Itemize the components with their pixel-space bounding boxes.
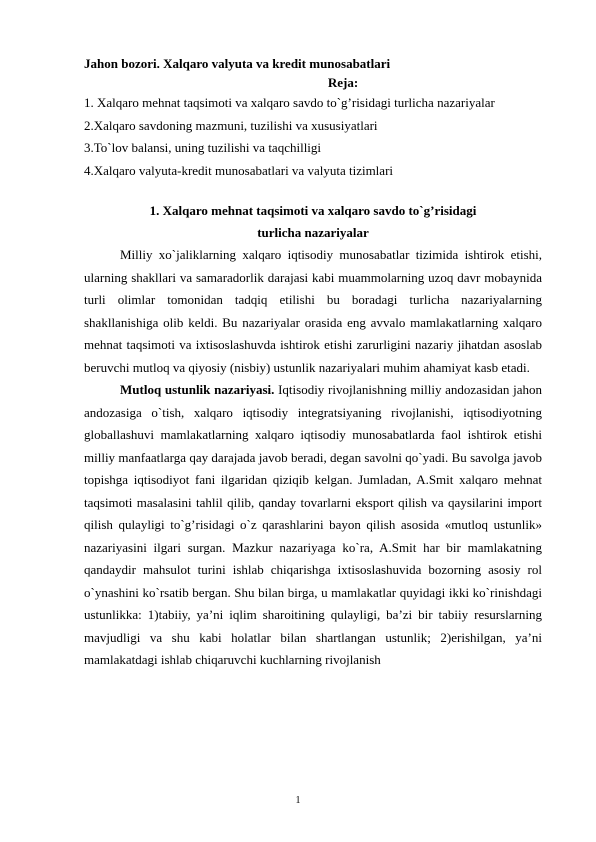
paragraph-2 bbox=[84, 379, 542, 672]
plan-item-1: 1. Xalqaro mehnat taqsimoti va xalqaro savdo to`g’risidagi turlicha nazariyalar bbox=[84, 95, 495, 110]
section-heading bbox=[84, 200, 542, 244]
paragraph-2-text: Iqtisodiy rivojlanishning milliy andozasidan jahon andozasiga o`tish, xalqaro iqtisodiy integratsiyaning rivojlanishi, iqtisodiyotning globallashuvi mamlakatlarning xalqaro iqtisodiy munosabatlarda faol ishtirok etishi milliy manfaatlarga qay darajada javob beradi, degan savolni qo`yadi. Bu savolga javob topishga iqtisodiyot fani ilgaridan qiziqib kelgan. Jumladan, A.Smit xalqaro mehnat taqsimoti masalasini tahlil qilib, qanday tovarlarni eksport qilish va qaysilarini import qilish qulayligi to`g’risidagi o`z qarashlarini bayon qilish asosida «mutloq ustunlik» nazariyasini ilgari surgan. Mazkur nazariyaga ko`ra, A.Smit har bir mamlakatning qandaydir mahsulot turini ishlab chiqarishga ixtisoslashuvida bozorning asosiy rol o`ynashini ko`rsatib bergan. Shu bilan birga, u mamlakatlar quyidagi ikki ko`rinishdagi ustunlikka: 1)tabiiy, ya’ni iqlim sharoitining qulayligi, ba’zi bir tabiiy resurslarning mavjudligi va shu kabi holatlar bilan shartlangan ustunlik; 2)erishilgan, ya’ni mamlakatdagi ishlab chiqaruvchi kuchlarning rivojlanish bbox=[84, 382, 542, 667]
paragraph-1: Milliy xo`jaliklarning xalqaro iqtisodiy munosabatlar tizimida ishtirok etishi, ularning shakllari va samaradorlik darajasi kabi muammolarning uzoq davr mobaynida turli olimlar tomonidan tadqiq etilishi bu boradagi turlicha nazariyalarning shakllanishiga olib keldi. Bu nazariyalar orasida eng avvalo mamlakatlarning xalqaro mehnat taqsimoti va ixtisoslashuvda ishtirok etishi zarurligini nazariy jihatdan asoslab beruvchi mutloq va qiyosiy (nisbiy) ustunlik nazariyalari muhim ahamiyat kasb etadi. bbox=[84, 247, 542, 375]
page-number: 1 bbox=[295, 795, 301, 806]
plan-item-2: 2.Xalqaro savdoning mazmuni, tuzilishi va xususiyatlari bbox=[84, 117, 378, 133]
section-heading-line-1: 1. Xalqaro mehnat taqsimoti va xalqaro savdo to`g’risidagi bbox=[149, 203, 477, 218]
plan-item-3: 3.To`lov balansi, uning tuzilishi va taqchilligi bbox=[84, 140, 322, 155]
section-heading-line-2: turlicha nazariyalar bbox=[257, 225, 369, 240]
document-page bbox=[84, 54, 542, 672]
plan-label: Reja: bbox=[327, 75, 359, 90]
plan-list bbox=[84, 92, 542, 182]
paragraph-2-lead: Mutloq ustunlik nazariyasi. bbox=[120, 382, 275, 397]
document-title: Jahon bozori. Xalqaro valyuta va kredit munosabatlari bbox=[84, 56, 391, 71]
plan-item-4: 4.Xalqaro valyuta-kredit munosabatlari va valyuta tizimlari bbox=[84, 162, 394, 178]
